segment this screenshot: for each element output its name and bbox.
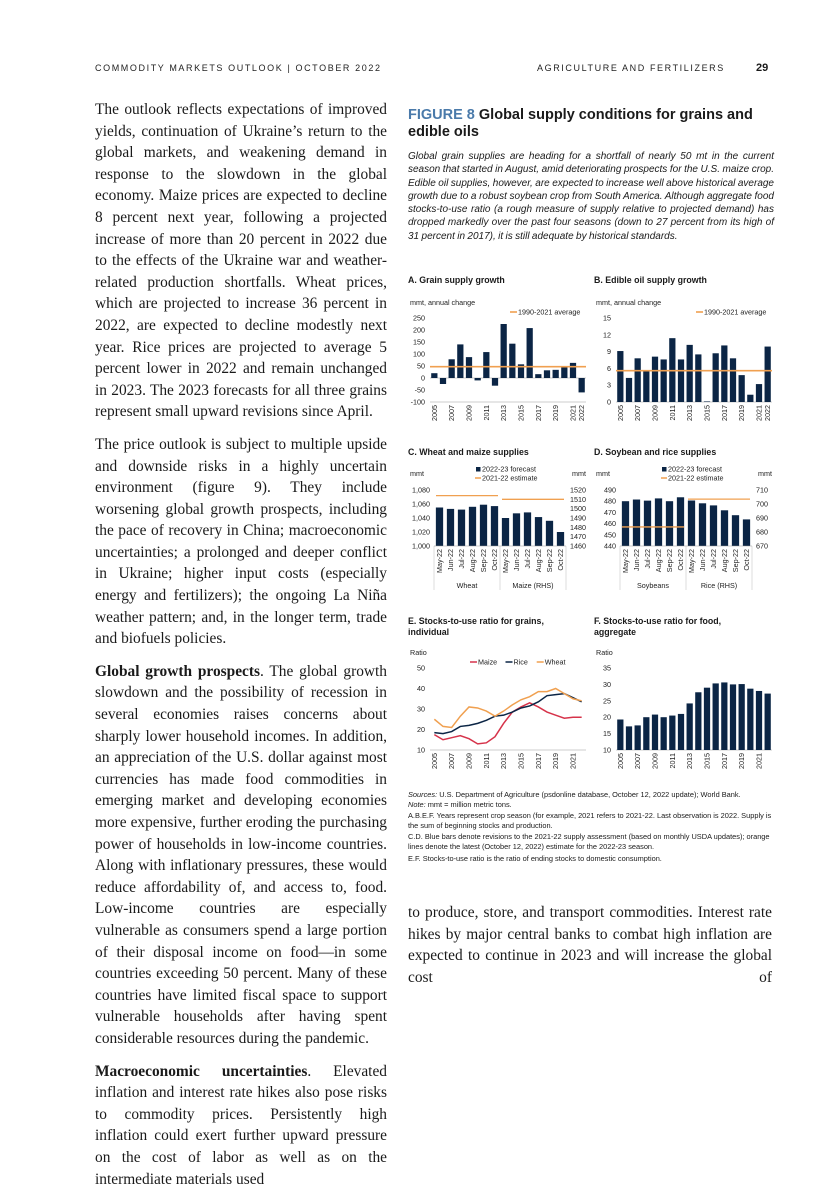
- bar-2013: [687, 345, 693, 402]
- bar-maize-Jun-22: [513, 513, 520, 546]
- x-tick-label: 2015: [516, 405, 526, 421]
- x-tick-label: 2005: [429, 753, 439, 769]
- bar-2014: [695, 692, 701, 750]
- bar-2013: [501, 324, 507, 378]
- x-tick-label: 2011: [481, 405, 491, 421]
- bar-2011: [483, 352, 489, 378]
- bar-2008: [643, 717, 649, 750]
- x-tick-label: 2007: [447, 405, 457, 421]
- paragraph-heading: Macroeconomic uncertainties: [95, 1062, 308, 1080]
- y-tick-label-right: 690: [756, 513, 768, 523]
- legend-label-wheat: Wheat: [544, 657, 566, 667]
- bar-2019: [553, 370, 559, 378]
- bar-2016: [713, 353, 719, 402]
- body-paragraph-outlook: The outlook reflects expectations of improved yields, continuation of Ukraine’s return to the global markets, and weakening demand in response to the slowdown in the global economy. Maize prices are expected to decline 8 percent next year, following a projected increase of more than 20 percent in 2022 due to the effects of the Ukraine war and weather-related production shortfalls. Wheat prices, which are projected to increase 36 percent in 2022, are expected to decline modestly next year. Rice prices are projected to average 5 percent lower in 2022 and remain unchanged in 2023. The 2023 forecasts for all three grains represent small upward revisions since April.: [95, 101, 387, 421]
- y-tick-label-right: 1460: [570, 541, 586, 551]
- y-tick-label: 9: [607, 347, 611, 357]
- figure-title: [408, 107, 778, 141]
- y-axis-label-left: mmt: [596, 469, 610, 478]
- x-tick-label: 2013: [685, 405, 695, 421]
- bar-2009: [652, 357, 658, 402]
- y-tick-label-right: 1500: [570, 504, 586, 514]
- x-tick-label: 2021: [568, 405, 578, 421]
- bar-2022: [765, 347, 771, 402]
- bar-2018: [544, 370, 550, 378]
- x-tick-label: May-22: [501, 549, 510, 573]
- bar-2007: [635, 725, 641, 750]
- bar-2020: [747, 395, 753, 402]
- bar-rice-Oct-22: [743, 519, 750, 546]
- sources-note: [408, 790, 774, 809]
- bar-2022: [579, 378, 585, 392]
- bar-2013: [687, 703, 693, 750]
- x-tick-label: 2021: [568, 753, 578, 769]
- legend-forecast-label: 2022-23 forecast: [482, 464, 536, 474]
- x-tick-label: Aug-22: [468, 549, 477, 573]
- line-rice: [434, 694, 581, 734]
- x-tick-label: Oct-22: [742, 549, 751, 571]
- y-tick-label-left: 1,060: [412, 499, 430, 509]
- bar-2018: [730, 358, 736, 402]
- legend-average-label: 1990-2021 average: [518, 307, 581, 317]
- x-tick-label: 2005: [615, 753, 625, 769]
- x-tick-label: 2007: [633, 405, 643, 421]
- panel-row-cd: [0, 447, 816, 604]
- x-tick-label: 2019: [737, 753, 747, 769]
- legend-average-label: 1990-2021 average: [704, 307, 767, 317]
- note-ef: E.F. Stocks-to-use ratio is the ratio of ending stocks to domestic consumption.: [408, 853, 662, 863]
- y-axis-label: Ratio: [410, 648, 427, 657]
- y-tick-label: 250: [413, 313, 425, 323]
- bar-soybeans-Jul-22: [644, 501, 651, 546]
- bar-2019: [739, 684, 745, 750]
- y-tick-label-right: 1480: [570, 522, 586, 532]
- x-tick-label: 2013: [499, 753, 509, 769]
- figure-notes: [408, 790, 774, 865]
- x-tick-label: 2019: [551, 405, 561, 421]
- bar-rice-Jun-22: [699, 503, 706, 546]
- panel-row-ef: [0, 616, 816, 784]
- x-tick-label: May-22: [435, 549, 444, 573]
- bar-2009: [466, 357, 472, 378]
- x-tick-label: May-22: [621, 549, 630, 573]
- legend-estimate-label: 2021-22 estimate: [482, 473, 538, 483]
- panel-b-title: B. Edible oil supply growth: [594, 275, 707, 285]
- bar-rice-Sep-22: [732, 515, 739, 546]
- note-label: Note:: [408, 799, 426, 809]
- bar-maize-Sep-22: [546, 521, 553, 546]
- y-tick-label: 30: [417, 704, 425, 714]
- x-tick-label: Jun-22: [446, 549, 455, 571]
- y-tick-label: -100: [410, 397, 425, 407]
- y-tick-label: 40: [417, 684, 425, 693]
- x-tick-label: 2013: [685, 753, 695, 769]
- y-tick-label-left: 490: [604, 485, 616, 495]
- x-tick-label: 2007: [447, 753, 457, 769]
- x-tick-label: 2013: [499, 405, 509, 421]
- y-tick-label-right: 680: [756, 527, 768, 537]
- bar-2016: [527, 328, 533, 378]
- note-text: mmt = million metric tons.: [425, 799, 512, 809]
- bar-2016: [713, 683, 719, 750]
- bar-2011: [669, 716, 675, 750]
- bar-2014: [695, 354, 701, 402]
- bar-soybeans-Jun-22: [633, 500, 640, 546]
- figure-subtitle: Global grain supplies are heading for a shortfall of nearly 50 mt in the current season that started in August, amid deteriorating prospects for the U.S. maize crop. Edible oil supplies, however, are expected to increase well above historical average growth due to a robust soybean crop from South America. Although aggregate food stocks-to-use ratio (a rough measure of supply relative to projected demand) has dropped markedly over the past four seasons (down to 27 percent from its high of 31 percent in 2017), it is still adequate by historical standards.: [408, 151, 774, 242]
- bar-2010: [475, 378, 481, 380]
- y-axis-label: mmt, annual change: [410, 298, 476, 307]
- panel-c-title: C. Wheat and maize supplies: [408, 447, 529, 457]
- bar-2019: [739, 375, 745, 402]
- x-tick-label: 2005: [615, 405, 625, 421]
- legend-forecast-swatch: [662, 467, 667, 472]
- y-axis-label-right: mmt: [758, 469, 772, 478]
- bar-2021: [756, 691, 762, 750]
- group-label-left: Wheat: [456, 581, 478, 590]
- x-tick-label: 2021: [754, 753, 764, 769]
- y-tick-label-right: 1470: [570, 532, 586, 542]
- x-tick-label: 2009: [464, 753, 474, 769]
- panel-d-title: D. Soybean and rice supplies: [594, 447, 717, 457]
- note-abef: A.B.E.F. Years represent crop season (for example, 2021 refers to 2021-22. Last observation is 2022. Supply is the sum of beginning stocks and production.: [408, 811, 772, 830]
- y-tick-label: 20: [417, 725, 425, 734]
- y-tick-label: 3: [607, 380, 611, 390]
- y-tick-label: 150: [413, 337, 425, 347]
- y-tick-label-right: 1490: [570, 513, 586, 523]
- x-tick-label: 2011: [667, 753, 677, 769]
- x-tick-label: 2019: [551, 753, 561, 769]
- figure-title-text: Global supply conditions for grains and edible oils: [408, 107, 753, 140]
- x-tick-label: 2022: [577, 405, 587, 421]
- x-tick-label: 2009: [464, 405, 474, 421]
- panel-e-title: E. Stocks-to-use ratio for grains, individual: [408, 616, 544, 637]
- bar-2017: [721, 345, 727, 402]
- bar-rice-Aug-22: [721, 510, 728, 546]
- x-tick-label: Oct-22: [490, 549, 499, 571]
- body-paragraph-risks: The price outlook is subject to multiple upside and downside risks in a highly uncertain environment (figure 9). They include worsening global growth prospects, including the pace of recovery in China; macroeconomic uncertainties; a prolonged and deeper conflict in Ukraine; higher input costs (especially energy and fertilizers); the ongoing La Niña weather pattern; and, in the longer term, trade and biofuels policies.: [95, 435, 387, 648]
- bar-maize-Jul-22: [524, 512, 531, 546]
- x-tick-label: 2015: [702, 405, 712, 421]
- x-tick-label: 2022: [763, 405, 773, 421]
- y-tick-label: 100: [413, 349, 425, 359]
- bar-2017: [535, 374, 541, 378]
- x-tick-label: 2011: [667, 405, 677, 421]
- bar-wheat-Aug-22: [469, 507, 476, 546]
- running-header-right: AGRICULTURE AND FERTILIZERS: [537, 63, 725, 73]
- bar-soybeans-Sep-22: [666, 501, 673, 546]
- page-number: 29: [756, 62, 769, 74]
- body-paragraph-continued: to produce, store, and transport commodities. Interest rate hikes by major central banks to combat high inflation are expected to continue in 2023 and will increase the global cost of: [408, 904, 772, 986]
- y-tick-label-right: 700: [756, 499, 768, 509]
- bar-2006: [626, 726, 632, 750]
- running-header-left: COMMODITY MARKETS OUTLOOK | OCTOBER 2022: [95, 63, 382, 73]
- bar-2020: [561, 367, 567, 378]
- bar-rice-May-22: [688, 501, 695, 547]
- x-tick-label: 2017: [533, 753, 543, 769]
- y-tick-label: 35: [603, 663, 611, 673]
- x-tick-label: Jun-22: [512, 549, 521, 571]
- x-tick-label: 2011: [481, 753, 491, 769]
- y-tick-label: 10: [603, 745, 611, 755]
- y-tick-label-right: 710: [756, 485, 768, 495]
- x-tick-label: 2017: [719, 405, 729, 421]
- y-tick-label: 50: [417, 361, 425, 371]
- x-tick-label: 2017: [719, 753, 729, 769]
- y-tick-label: 20: [603, 712, 611, 722]
- x-tick-label: Sep-22: [545, 549, 554, 573]
- y-tick-label-left: 470: [604, 507, 616, 517]
- bar-wheat-May-22: [436, 508, 443, 547]
- group-label-right: Rice (RHS): [700, 581, 738, 590]
- y-tick-label-left: 460: [604, 519, 616, 529]
- bar-maize-May-22: [502, 518, 509, 546]
- bar-2015: [704, 688, 710, 750]
- bar-wheat-Jul-22: [458, 510, 465, 546]
- y-tick-label-right: 1520: [570, 485, 586, 495]
- paragraph-text: . The global growth slowdown and the possibility of recession in several economies raises concerns about sharply lower household incomes. In addition, an appreciation of the U.S. dollar against most currencies has made food commodities in emerging market and developing economies more expensive, further eroding the purchasing power of households in low-income countries. Along with inflationary pressures, these would reduce affordability of, and access to, food. Low-income countries are especially vulnerable as consumers spend a large portion of their disposal income on food—in some countries exceeding 50 percent. Many of these countries have limited fiscal space to support vulnerable households after having spent considerable resources during the pandemic.: [95, 662, 387, 1047]
- bar-2006: [626, 378, 632, 402]
- y-tick-label: 10: [417, 745, 425, 755]
- y-tick-label-right: 1510: [570, 494, 586, 504]
- bar-2005: [617, 351, 623, 402]
- chart-b-edible-oil-supply-growth: [592, 292, 777, 440]
- y-tick-label: 15: [603, 313, 611, 323]
- y-tick-label-left: 1,000: [412, 541, 430, 551]
- legend-label-maize: Maize: [478, 657, 498, 667]
- chart-f-stocks-to-use-food: [592, 642, 777, 784]
- panel-a-title: A. Grain supply growth: [408, 275, 505, 285]
- bar-2009: [652, 715, 658, 750]
- bar-2018: [730, 684, 736, 750]
- x-tick-label: 2005: [429, 405, 439, 421]
- group-label-left: Soybeans: [637, 581, 669, 590]
- bar-wheat-Jun-22: [447, 509, 454, 546]
- x-tick-label: 2015: [702, 753, 712, 769]
- legend-estimate-label: 2021-22 estimate: [668, 473, 724, 483]
- chart-c-wheat-maize-supplies: [406, 464, 591, 604]
- bar-2012: [678, 359, 684, 402]
- x-tick-label: May-22: [687, 549, 696, 573]
- x-tick-label: Oct-22: [676, 549, 685, 571]
- y-tick-label-right: 670: [756, 541, 768, 551]
- bar-soybeans-Oct-22: [677, 497, 684, 546]
- x-tick-label: 2015: [516, 753, 526, 769]
- x-tick-label: Sep-22: [731, 549, 740, 573]
- y-tick-label: 25: [603, 696, 611, 706]
- bar-2010: [661, 359, 667, 402]
- legend-forecast-label: 2022-23 forecast: [668, 464, 722, 474]
- x-tick-label: Aug-22: [720, 549, 729, 573]
- bar-2022: [765, 694, 771, 750]
- y-tick-label-left: 1,020: [412, 527, 430, 537]
- bar-2012: [678, 714, 684, 750]
- x-tick-label: 2007: [633, 753, 643, 769]
- chart-a-grain-supply-growth: [406, 292, 591, 440]
- bar-2014: [509, 344, 515, 378]
- bar-2005: [431, 373, 437, 378]
- bar-soybeans-May-22: [622, 501, 629, 546]
- bar-wheat-Oct-22: [491, 506, 498, 546]
- y-tick-label: 30: [603, 679, 611, 689]
- x-tick-label: Aug-22: [654, 549, 663, 573]
- bar-2008: [457, 344, 463, 378]
- y-axis-label-right: mmt: [572, 469, 586, 478]
- x-tick-label: Aug-22: [534, 549, 543, 573]
- legend-forecast-swatch: [476, 467, 481, 472]
- y-tick-label: 200: [413, 325, 425, 335]
- y-tick-label-left: 480: [604, 496, 616, 506]
- y-axis-label: mmt, annual change: [596, 298, 662, 307]
- bar-2012: [492, 378, 498, 386]
- sources-label: Sources:: [408, 790, 438, 799]
- bar-2006: [440, 378, 446, 384]
- panel-row-ab: [0, 275, 816, 440]
- y-tick-label-left: 1,040: [412, 513, 430, 523]
- bar-maize-Aug-22: [535, 517, 542, 546]
- bar-2020: [747, 689, 753, 750]
- bar-soybeans-Aug-22: [655, 498, 662, 546]
- legend-label-rice: Rice: [513, 657, 528, 667]
- bar-maize-Oct-22: [557, 532, 564, 546]
- group-label-right: Maize (RHS): [512, 581, 554, 590]
- y-axis-label: Ratio: [596, 648, 613, 657]
- y-tick-label: 15: [603, 729, 611, 739]
- sources-text: U.S. Department of Agriculture (psdonline database, October 12, 2022 update); World Bank.: [437, 790, 741, 799]
- x-tick-label: Oct-22: [556, 549, 565, 571]
- bar-2010: [661, 717, 667, 750]
- bar-2021: [756, 384, 762, 402]
- paragraph-heading: Global growth prospects: [95, 662, 260, 680]
- x-tick-label: Jul-22: [709, 549, 718, 569]
- y-tick-label-left: 1,080: [412, 485, 430, 495]
- bar-rice-Jul-22: [710, 505, 717, 546]
- figure-number: FIGURE 8: [408, 107, 475, 123]
- x-tick-label: 2009: [650, 753, 660, 769]
- paragraph-text: . Elevated inflation and interest rate hikes also pose risks to commodity prices. Persistently high inflation could exert further upward pressure on the cost of labor as well as on the intermediate materials used: [95, 1062, 387, 1188]
- x-tick-label: 2019: [737, 405, 747, 421]
- y-tick-label: 12: [603, 330, 611, 340]
- note-cd: C.D. Blue bars denote revisions to the 2021-22 supply assessment (based on monthly USDA updates); orange lines denote the latest (October 12, 2022) estimate for the 2022-23 season.: [408, 832, 770, 851]
- y-axis-label-left: mmt: [410, 469, 424, 478]
- y-tick-label: 6: [607, 363, 611, 373]
- y-tick-label-left: 440: [604, 541, 616, 551]
- y-tick-label: -50: [414, 385, 425, 395]
- y-tick-label: 0: [421, 373, 425, 383]
- bar-2017: [721, 682, 727, 750]
- bar-wheat-Sep-22: [480, 505, 487, 546]
- x-tick-label: 2021: [754, 405, 764, 421]
- y-tick-label: 50: [417, 663, 425, 673]
- panel-f-title: F. Stocks-to-use ratio for food, aggregate: [594, 616, 722, 637]
- bar-2005: [617, 719, 623, 750]
- x-tick-label: Sep-22: [665, 549, 674, 573]
- bar-2021: [570, 363, 576, 378]
- x-tick-label: Jul-22: [523, 549, 532, 569]
- chart-d-soybean-rice-supplies: [592, 464, 777, 604]
- y-tick-label-left: 450: [604, 530, 616, 540]
- x-tick-label: Jul-22: [643, 549, 652, 569]
- bar-2015: [704, 401, 710, 402]
- body-paragraph-macro: [95, 1061, 387, 1191]
- x-tick-label: Jun-22: [632, 549, 641, 571]
- chart-e-stocks-to-use-grains: [406, 642, 591, 784]
- x-tick-label: Jun-22: [698, 549, 707, 571]
- bar-2007: [449, 359, 455, 378]
- x-tick-label: Jul-22: [457, 549, 466, 569]
- bar-2008: [643, 370, 649, 402]
- x-tick-label: Sep-22: [479, 549, 488, 573]
- bar-2007: [635, 358, 641, 402]
- x-tick-label: 2009: [650, 405, 660, 421]
- y-tick-label: 0: [607, 397, 611, 407]
- line-maize: [434, 703, 581, 744]
- x-tick-label: 2017: [533, 405, 543, 421]
